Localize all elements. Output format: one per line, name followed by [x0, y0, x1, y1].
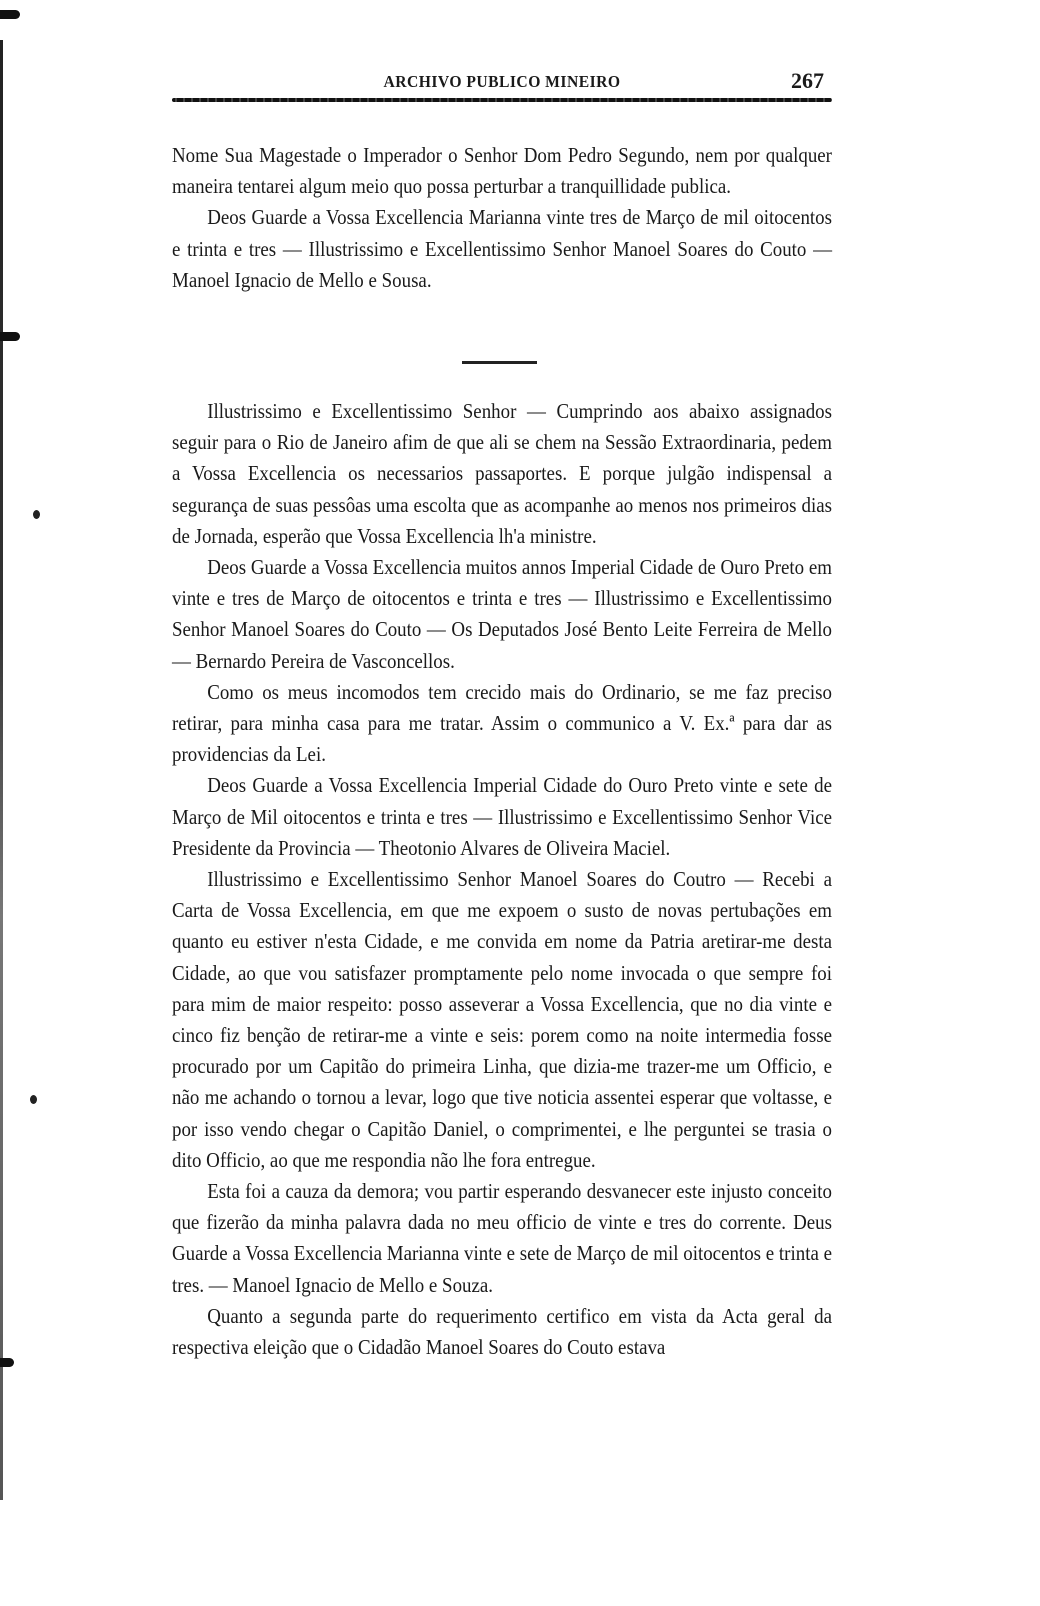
paragraph: Deos Guarde a Vossa Excellencia Marianna vinte tres de Março de mil oitocentos e trinta e tres — Illustrissimo e Excellentissimo Senhor Manoel Soares do Couto — Manoel Ignacio de Mello e Sousa. [172, 205, 832, 292]
stray-ink-mark [33, 510, 40, 519]
binding-mark [0, 332, 20, 341]
paragraph: Illustrissimo e Excellentissimo Senhor — Cumprindo aos abaixo assignados seguir para o Rio de Janeiro afim de que ali se chem na Sessão Extraordinaria, pedem a Vossa Excellencia os necessarios passaportes. E porque julgão indispensal a segurança de suas pessôas uma escolta que as acompanhe ao menos nos primeiros dias de Jornada, esperão que Vossa Excellencia lh'a ministre. [172, 399, 832, 548]
running-title: ARCHIVO PUBLICO MINEIRO [383, 72, 621, 91]
page-number: 267 [791, 68, 824, 93]
section-divider [462, 361, 537, 364]
paragraph: Como os meus incomodos tem crecido mais do Ordinario, se me faz preciso retirar, para minha casa para me tratar. Assim o communico a V. Ex.ª para dar as providencias da Lei. [172, 679, 832, 767]
paragraph: Esta foi a cauza da demora; vou partir esperando desvanecer este injusto conceito que fizerão da minha palavra dada no meu officio de vinte e tres do corrente. Deus Guarde a Vossa Excellencia Marianna vinte e sete de Março de mil oitocentos e trinta e tres. — Manoel Ignacio de Mello e Souza. [172, 1179, 832, 1297]
page-header [172, 68, 832, 100]
binding-mark [0, 1358, 14, 1367]
section-2 [172, 396, 832, 1363]
paragraph: Illustrissimo e Excellentissimo Senhor Manoel Soares do Coutro — Recebi a Carta de Vossa Excellencia, em que me expoem o susto de novas pertubações em quanto eu estiver n'esta Cidade, e me convida em nome da Patria aretirar-me desta Cidade, ao que vou satisfazer promptamente pelo nome invocada o que sempre foi para mim de maior respeito: posso asseverar a Vossa Excellencia, que no dia vinte e cinco fiz benção de retirar-me a vinte e seis: porem como na noite intermedia fosse procurado por um Capitão do primeira Linha, que dizia-me trazer-me um Officio, e não me achando o tornou a levar, logo que tive noticia assentei esperar que voltasse, e por isso vendo chegar o Capitão Daniel, o comprimentei, e lhe perguntei se trasia o dito Officio, ao que me respondia não lhe fora entregue. [172, 867, 832, 1172]
stray-ink-mark [30, 1095, 37, 1104]
paragraph: Deos Guarde a Vossa Excellencia Imperial Cidade do Ouro Preto vinte e sete de Março de Mil oitocentos e trinta e tres — Illustrissimo e Excellentissimo Senhor Vice Presidente da Provincia — Theotonio Alvares de Oliveira Maciel. [172, 773, 832, 860]
section-1 [172, 140, 832, 296]
paragraph: Nome Sua Magestade o Imperador o Senhor Dom Pedro Segundo, nem por qualquer maneira tentarei algum meio quo possa perturbar a tranquillidade publica. [172, 143, 832, 199]
paragraph: Deos Guarde a Vossa Excellencia muitos annos Imperial Cidade de Ouro Preto em vinte e tres de Março de oitocentos e trinta e tres — Illustrissimo e Excellentissimo Senhor Manoel Soares do Couto — Os Deputados José Bento Leite Ferreira de Mello — Bernardo Pereira de Vasconcellos. [172, 555, 832, 673]
page-binding-edge [0, 40, 3, 1500]
header-rule [172, 98, 832, 102]
binding-mark [0, 10, 20, 19]
paragraph: Quanto a segunda parte do requerimento certifico em vista da Acta geral da respectiva eleição que o Cidadão Manoel Soares do Couto estava [172, 1303, 832, 1360]
